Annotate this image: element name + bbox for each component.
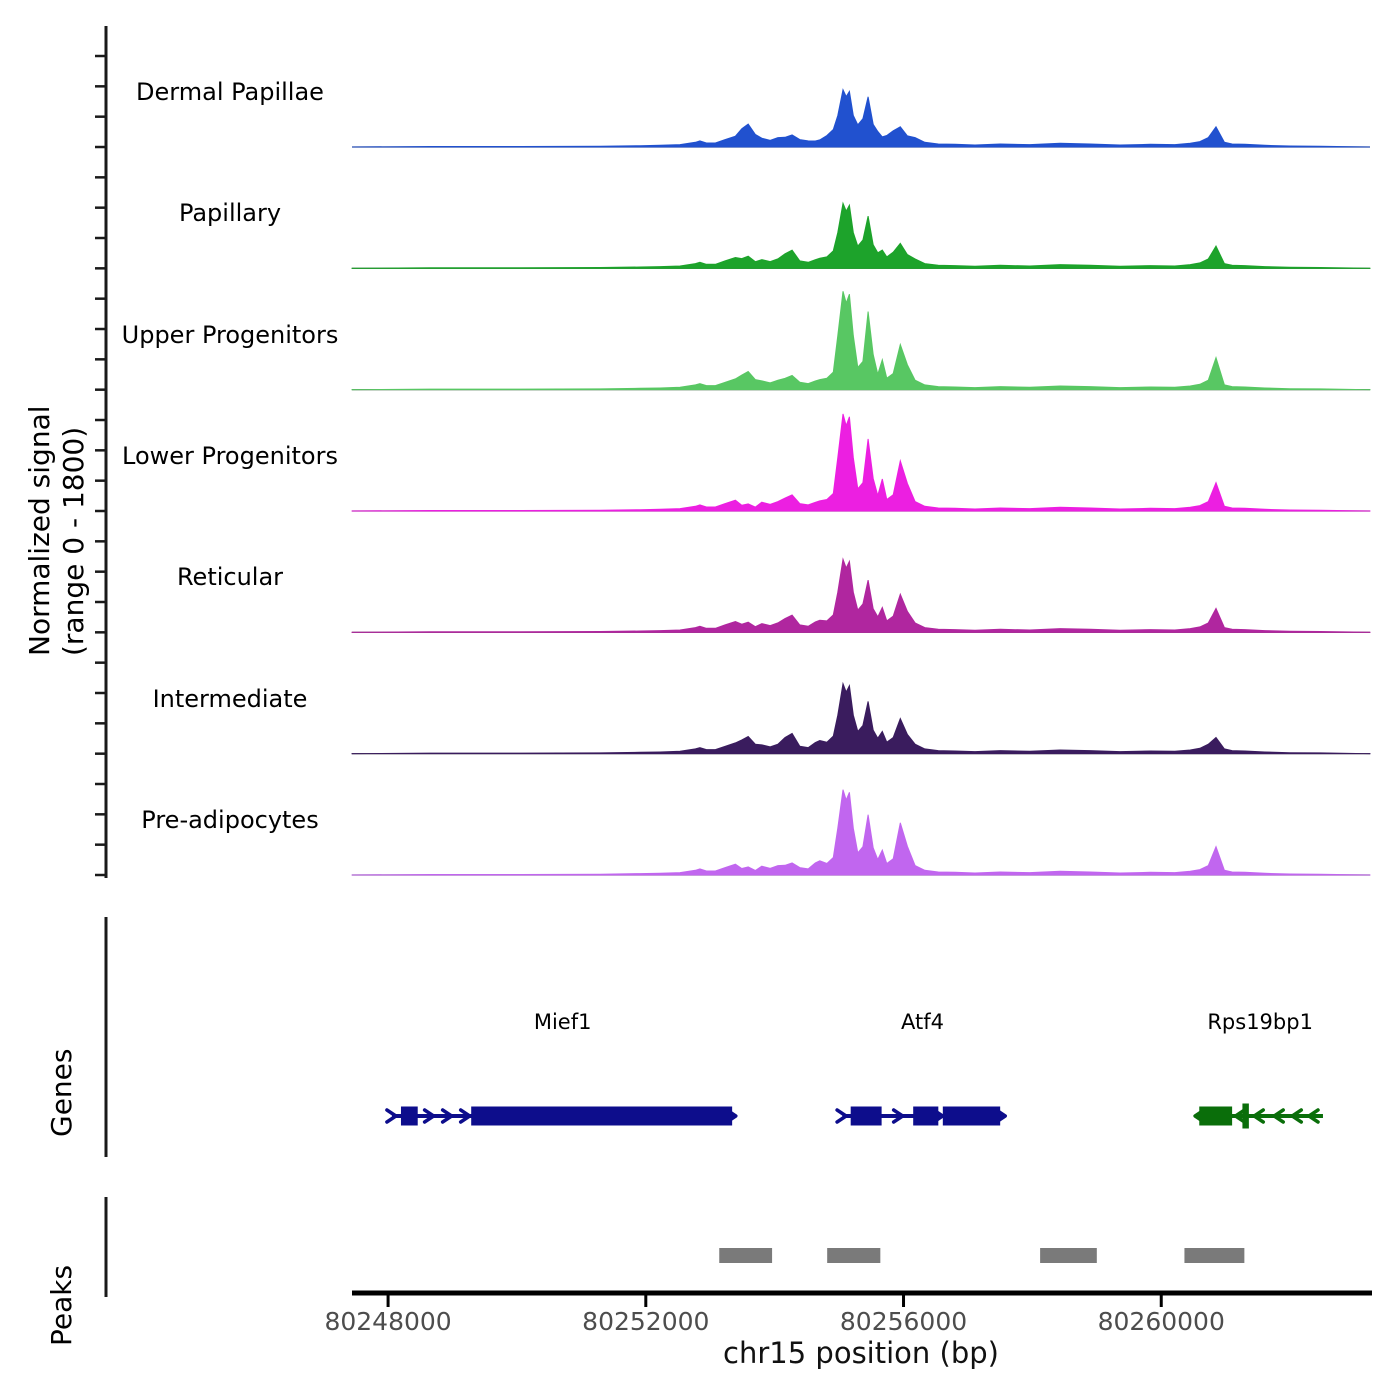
gene-strand-arrow: [837, 1110, 846, 1122]
gene-label-rps19bp1: Rps19bp1: [1207, 1010, 1313, 1034]
gene-label-atf4: Atf4: [901, 1010, 944, 1034]
track-label-lower-progenitors: Lower Progenitors: [122, 442, 338, 470]
track-label-dermal-papillae: Dermal Papillae: [136, 78, 324, 106]
signal-area-reticular: [352, 559, 1370, 632]
peak-interval-box: [1184, 1248, 1244, 1263]
peak-interval-box: [719, 1248, 772, 1263]
peak-interval-box: [827, 1248, 880, 1263]
signal-area-pre-adipocytes: [352, 790, 1370, 875]
x-tick-label-80256000: 80256000: [839, 1307, 968, 1336]
gene-exon-atf4: [851, 1107, 882, 1126]
peaks-section-label: Peaks: [45, 1264, 78, 1346]
track-label-intermediate: Intermediate: [152, 685, 308, 713]
track-label-papillary: Papillary: [178, 199, 282, 227]
gene-strand-arrow: [387, 1110, 396, 1122]
signal-area-lower-progenitors: [352, 414, 1370, 511]
gene-exon-mief1: [401, 1107, 418, 1126]
genes-section-label: Genes: [45, 1048, 78, 1137]
gene-exon-mief1: [471, 1107, 732, 1126]
y-axis-label-line2: (range 0 - 1800): [57, 426, 90, 656]
track-label-reticular: Reticular: [176, 563, 284, 591]
signal-area-dermal-papillae: [352, 90, 1370, 147]
x-tick-label-80260000: 80260000: [1097, 1307, 1225, 1336]
x-tick-label-80252000: 80252000: [582, 1307, 710, 1336]
x-axis-title: chr15 position (bp): [723, 1336, 999, 1370]
y-axis-label-line1: Normalized signal: [23, 405, 56, 656]
gene-exon-rps19bp1: [1242, 1104, 1248, 1129]
peak-interval-box: [1040, 1248, 1097, 1263]
gene-label-mief1: Mief1: [533, 1010, 592, 1034]
gene-exon-rps19bp1: [1199, 1107, 1232, 1126]
signal-area-intermediate: [352, 684, 1370, 754]
track-label-upper-progenitors: Upper Progenitors: [121, 321, 339, 349]
signal-area-upper-progenitors: [352, 291, 1370, 389]
gene-exon-atf4: [913, 1107, 938, 1126]
gene-exon-atf4: [943, 1107, 1000, 1126]
x-tick-label-80248000: 80248000: [324, 1307, 452, 1336]
track-label-pre-adipocytes: Pre-adipocytes: [141, 806, 319, 834]
signal-area-papillary: [352, 203, 1370, 268]
